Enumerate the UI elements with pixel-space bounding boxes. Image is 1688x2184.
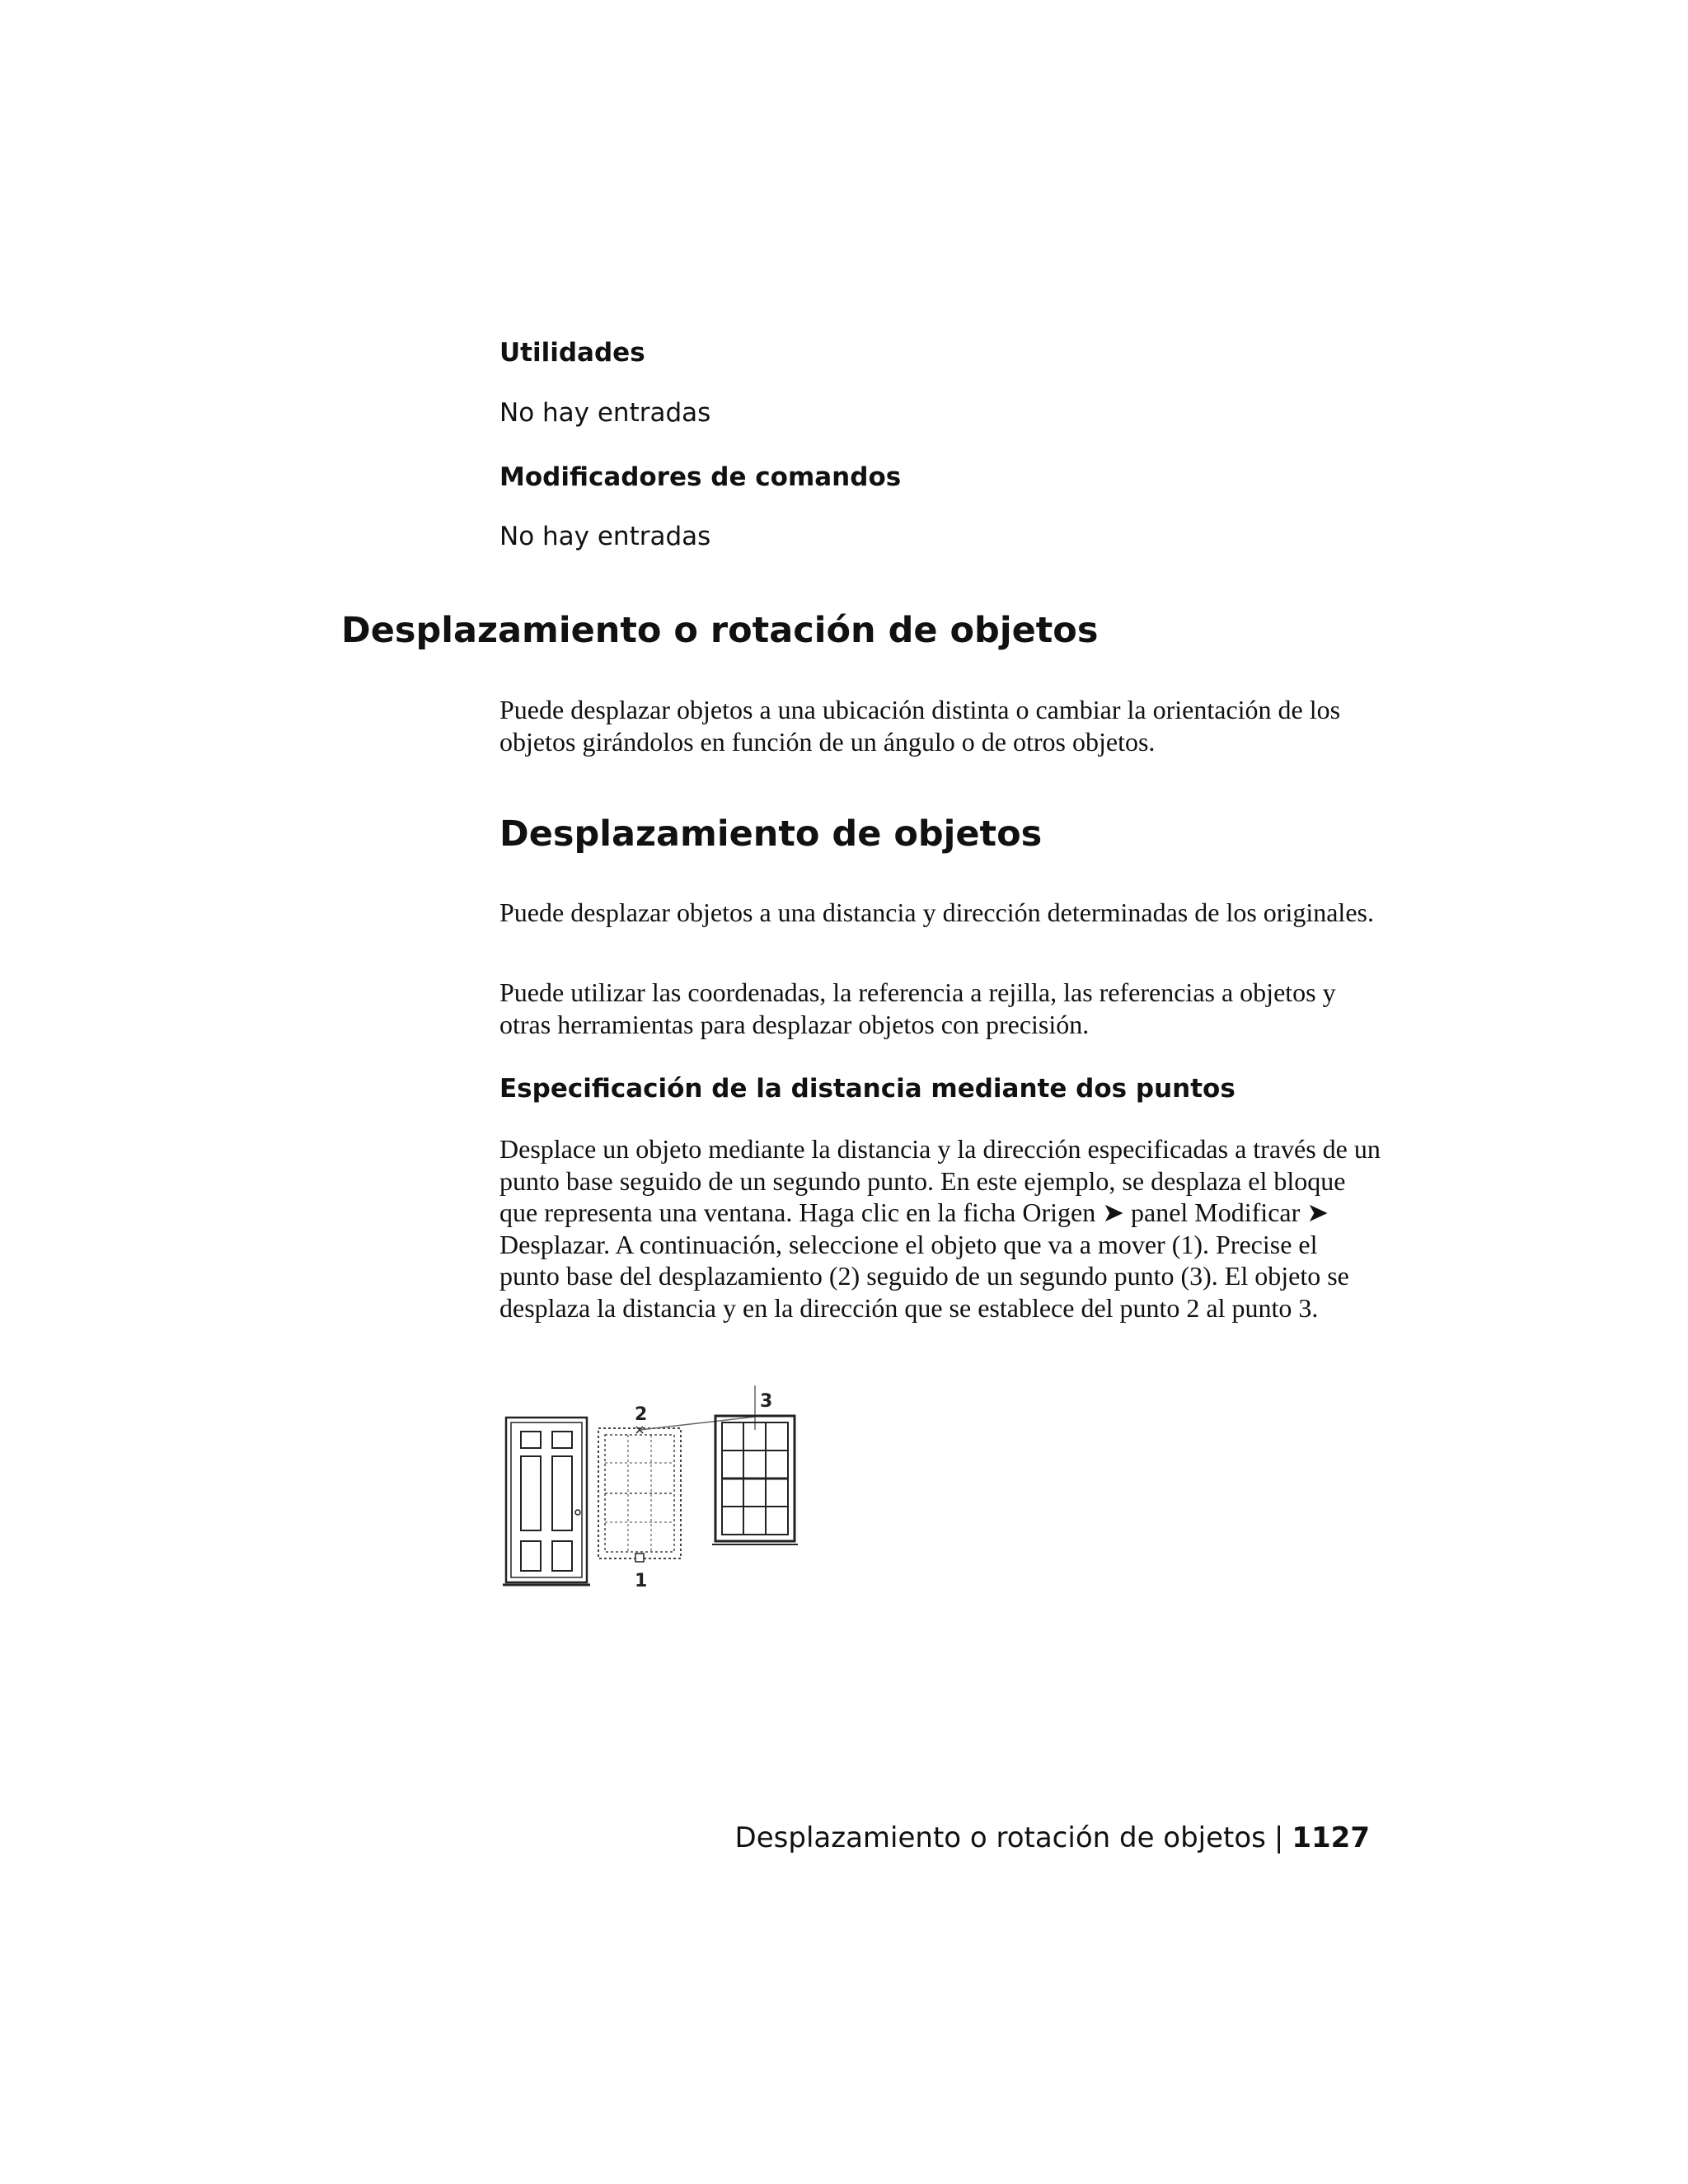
main-title: Desplazamiento o rotación de objetos [341, 610, 1099, 651]
utilidades-text: No hay entradas [499, 398, 711, 428]
original-window-outline [598, 1428, 681, 1558]
spec-para: Desplace un objeto mediante la distancia y la dirección especificadas a través de un punto base seguido de un segundo punto. En este ejemplo, se desplaza el bloque que representa una ventana. Haga clic en la ficha Origen ➤ panel Modificar ➤ Desplazar. A continuación, seleccione el objeto que va a mover (1). Precise el punto base del desplazamiento (2) seguido de un segundo punto (3). El objeto se desplaza la distancia y en la dirección que se establece del punto 2 al punto 3. [499, 1134, 1381, 1323]
move-example-figure [495, 1380, 808, 1595]
label-3: 3 [760, 1391, 773, 1412]
modificadores-heading: Modificadores de comandos [499, 462, 902, 492]
selection-marker [635, 1554, 644, 1562]
sub-para-1: Puede desplazar objetos a una distancia y dirección determinadas de los originales. [499, 898, 1374, 927]
utilidades-heading: Utilidades [499, 338, 645, 368]
modificadores-text: No hay entradas [499, 522, 711, 551]
spec-heading: Especificación de la distancia mediante dos puntos [499, 1074, 1236, 1104]
label-1: 1 [635, 1571, 648, 1591]
footer-separator: | [1273, 1821, 1284, 1854]
moved-window-block [712, 1416, 798, 1544]
main-intro: Puede desplazar objetos a una ubicación distinta o cambiar la orientación de los objetos girándolos en función de un ángulo o de otros objetos. [499, 695, 1341, 757]
sub-para-2: Puede utilizar las coordenadas, la referencia a rejilla, las referencias a objetos y otras herramientas para desplazar objetos con precisión. [499, 977, 1336, 1039]
sub-title: Desplazamiento de objetos [499, 813, 1043, 855]
label-2: 2 [635, 1404, 648, 1425]
page-footer [735, 1821, 1370, 1854]
door-block [503, 1418, 590, 1585]
footer-section-title: Desplazamiento o rotación de objetos [734, 1821, 1266, 1854]
page-number: 1127 [1292, 1821, 1370, 1854]
